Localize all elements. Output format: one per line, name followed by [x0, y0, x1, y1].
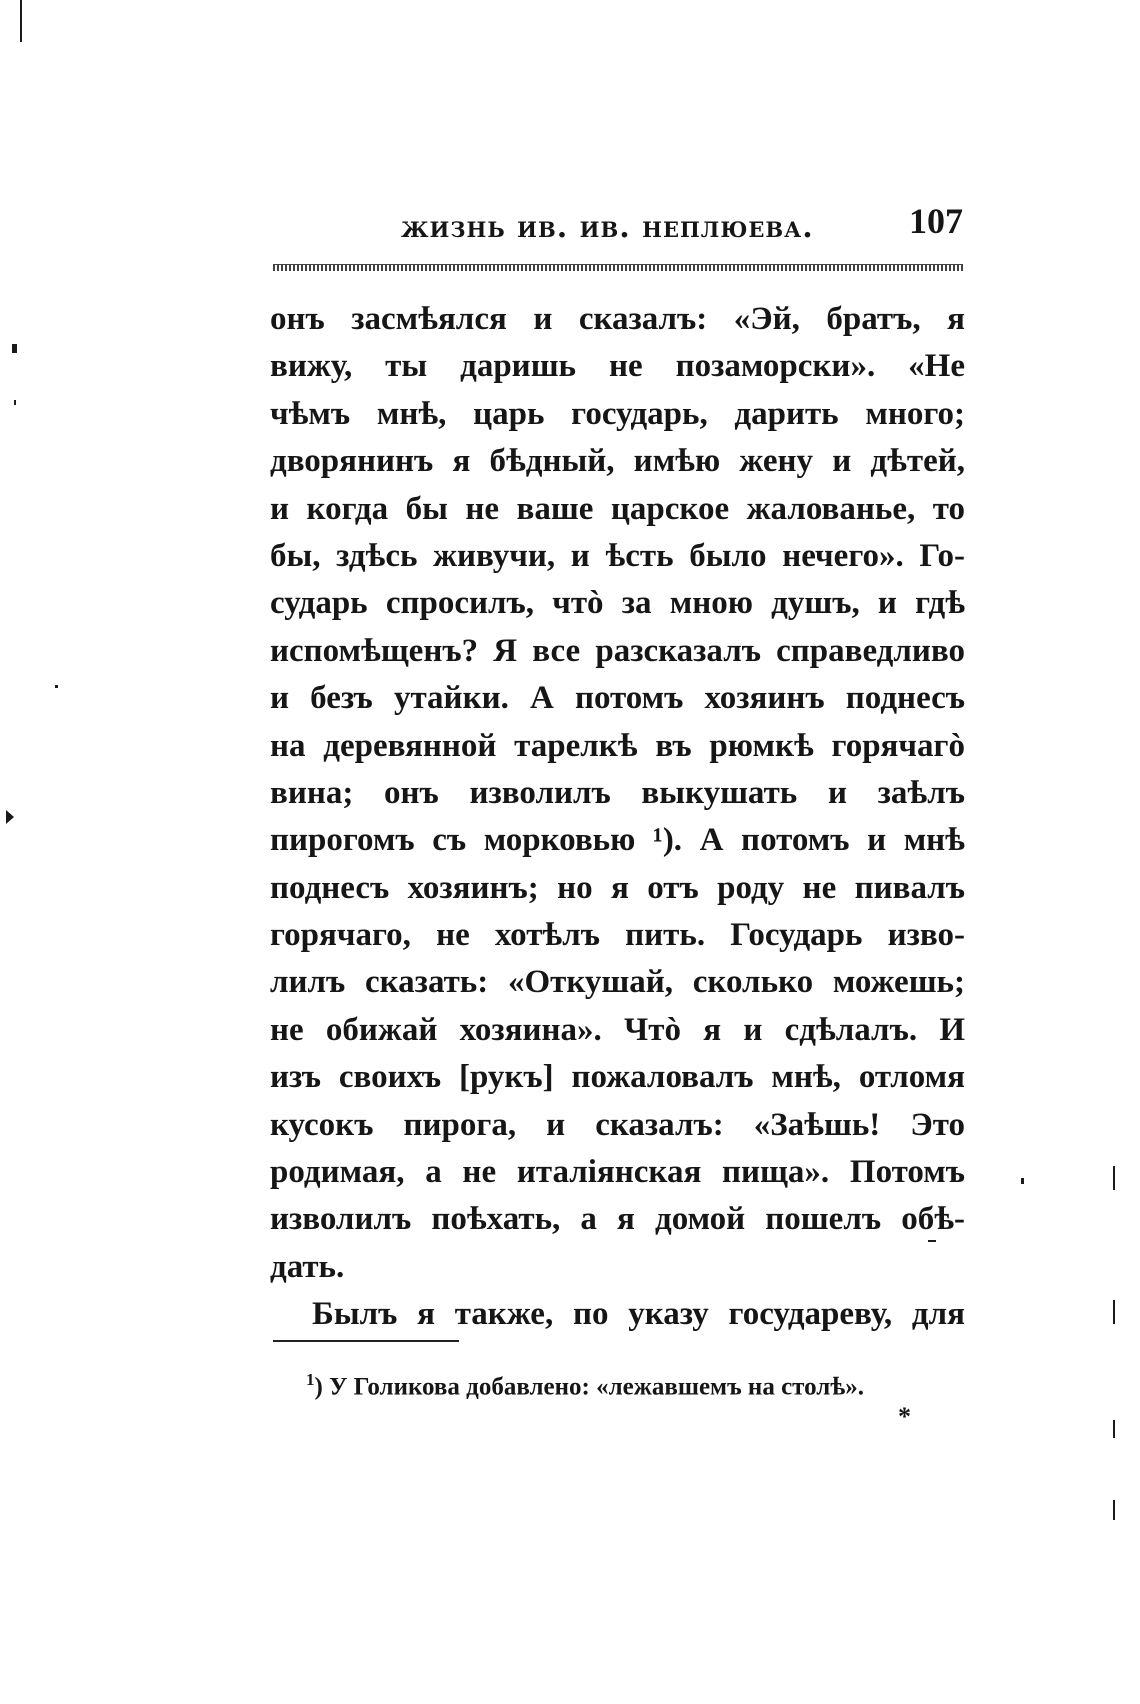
scan-speck [14, 400, 16, 405]
text-line: пирогомъ съ морковью ¹). А потомъ и мнѣ [270, 822, 965, 859]
text-line: и безъ утайки. А потомъ хозяинъ поднесъ [270, 680, 965, 717]
text-line: дать. [270, 1248, 345, 1285]
page-number: 107 [909, 201, 963, 241]
text-line: на деревянной тарелкѣ въ рюмкѣ горячагò [270, 727, 965, 764]
running-title: жизнь ив. ив. неплюева. [401, 210, 814, 245]
text-line: дворянинъ я бѣдный, имѣю жену и дѣтей, [270, 443, 965, 480]
scan-speck [1113, 1166, 1115, 1190]
text-line: бы, здѣсь живучи, и ѣсть было нечего». Го- [270, 537, 965, 574]
text-line: сударь спросилъ, чтò за мною душъ, и гдѣ [270, 585, 965, 622]
text-line: и когда бы не ваше царское жалованье, то [270, 490, 965, 527]
scan-edge-mark [20, 0, 22, 42]
signature-mark: * [898, 1402, 911, 1431]
text-line: горячаго, не хотѣлъ пить. Государь изво- [270, 917, 965, 954]
paragraph-start-line: Былъ я также, по указу государеву, для [312, 1296, 965, 1333]
scan-speck [55, 685, 58, 688]
footnote [306, 1362, 966, 1405]
text-line: испомѣщенъ? Я все разсказалъ справедливо [270, 632, 965, 669]
footnote-marker: 1 [306, 1370, 315, 1389]
scan-speck [6, 810, 14, 824]
text-line: изволилъ поѣхать, а я домой пошелъ обѣ- [270, 1201, 965, 1238]
text-line: вина; онъ изволилъ выкушать и заѣлъ [270, 774, 965, 811]
footnote-rule [273, 1340, 459, 1342]
text-line: онъ засмѣялся и сказалъ: «Эй, братъ, я [270, 301, 965, 337]
scan-speck [12, 344, 17, 353]
text-line: кусокъ пирога, и сказалъ: «Заѣшь! Это [270, 1106, 965, 1143]
text-line: вижу, ты даришь не позаморски». «Не [270, 348, 965, 385]
text-line: поднесъ хозяинъ; но я отъ роду не пивалъ [270, 869, 965, 906]
text-line: изъ своихъ [рукъ] пожаловалъ мнѣ, отломя [270, 1059, 965, 1096]
text-line: лилъ сказать: «Откушай, сколько можешь; [270, 964, 965, 1001]
footnote-text: ) У Голикова добавлено: «лежавшемъ на столѣ». [314, 1373, 865, 1401]
scan-speck [1113, 1300, 1115, 1324]
text-line: родимая, а не италіянская пища». Потомъ [270, 1154, 965, 1191]
scan-speck [1113, 1420, 1115, 1438]
body-text [270, 296, 965, 1339]
page-header [273, 200, 963, 250]
text-line: не обижай хозяина». Чтò я и сдѣлалъ. И [270, 1011, 965, 1048]
scan-speck [1113, 1500, 1115, 1520]
scan-speck [1021, 1178, 1024, 1184]
header-rule [273, 264, 963, 271]
text-line: чѣмъ мнѣ, царь государь, дарить много; [270, 395, 965, 432]
